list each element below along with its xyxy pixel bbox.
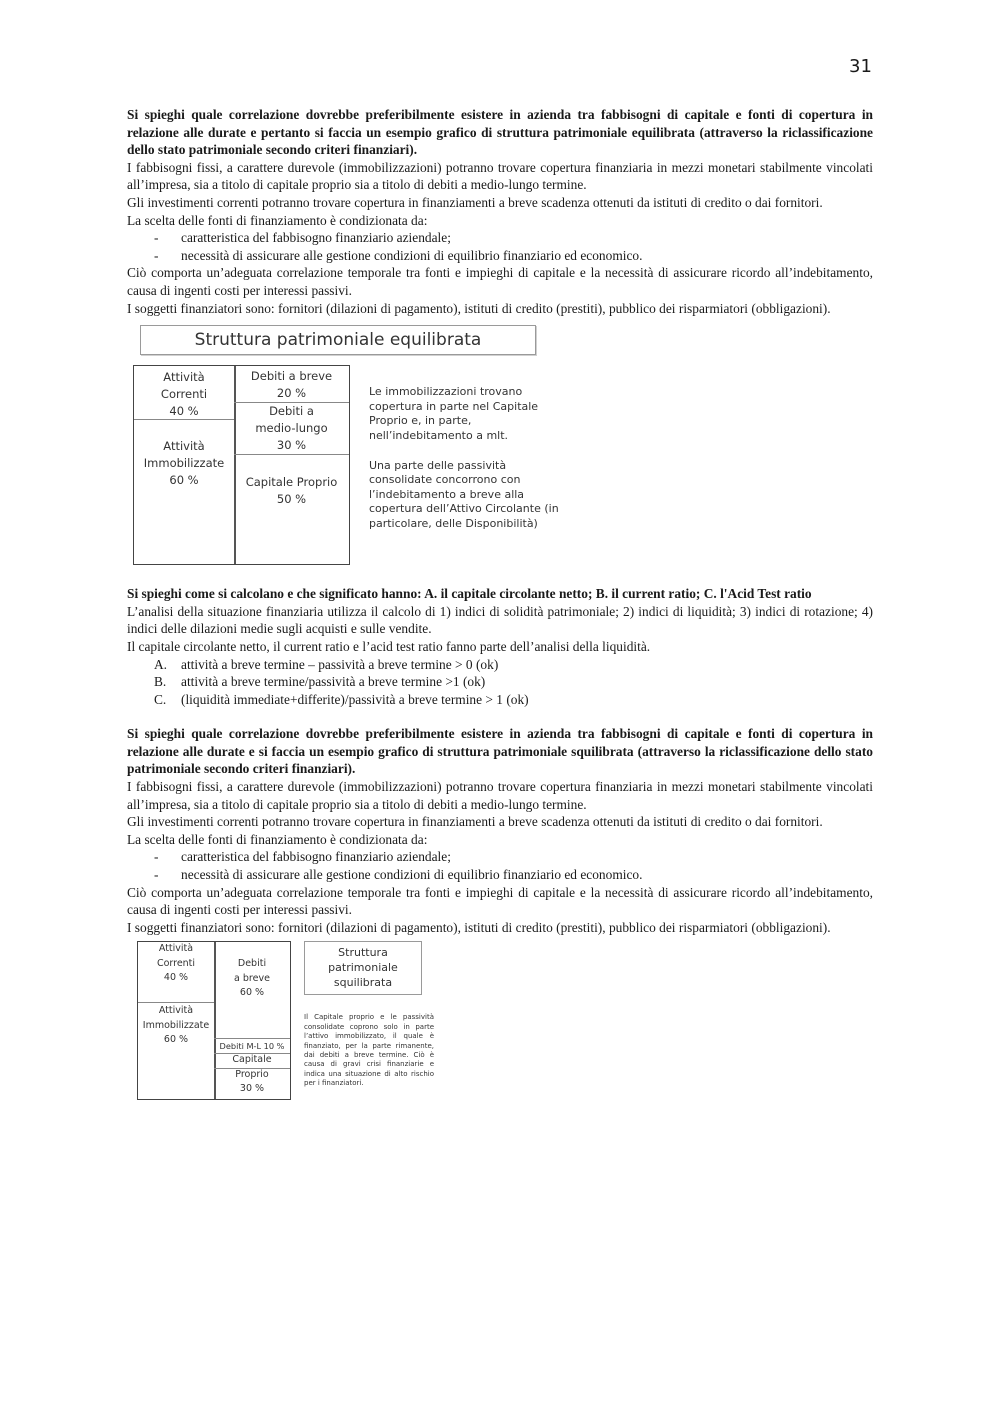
list-text: attività a breve termine/passività a breve termine >1 (ok) <box>181 674 486 690</box>
list-text: (liquidità immediate+differite)/passività a breve termine > 1 (ok) <box>181 691 529 707</box>
paragraph: Il capitale circolante netto, il current ratio e l’acid test ratio fanno parte dell’analisi della liquidità. <box>127 638 651 654</box>
medium-long-debt-cell: Debiti M-L 10 % <box>219 1041 285 1052</box>
fixed-assets-cell <box>134 438 234 489</box>
cell-label: Proprio <box>235 1068 269 1080</box>
list-marker: A. <box>154 656 168 672</box>
cell-label: Debiti a breve <box>250 369 333 384</box>
cell-label: Capitale <box>232 1054 272 1066</box>
paragraph: I soggetti finanziatori sono: fornitori (dilazioni di pagamento), istituti di credito (prestiti), pubblico dei risparmiatori (obbligazioni). <box>127 919 831 935</box>
cell-label: Capitale Proprio <box>245 475 338 490</box>
bullet-list <box>127 848 873 883</box>
list-item: - caratteristica del fabbisogno finanziario aziendale; <box>127 848 873 866</box>
note-text: Le immobilizzazioni trovano copertura in parte nel Capitale Proprio e, in parte, nell’indebitamento a mlt. <box>369 385 539 442</box>
title-line: squilibrata <box>333 976 393 990</box>
cell-percent: 20 % <box>276 386 307 401</box>
cell-label: Correnti <box>160 387 208 402</box>
balance-sheet-table <box>133 365 350 565</box>
medium-long-debt-cell <box>234 403 349 454</box>
diagram-notes <box>369 385 559 546</box>
diagram-title <box>304 941 422 995</box>
cell-label: Debiti a <box>269 404 314 419</box>
current-assets-cell <box>138 942 214 986</box>
cell-label: Immobilizzate <box>143 456 225 471</box>
cell-label: Attività <box>158 943 194 955</box>
paragraph: Ciò comporta un’adeguata correlazione temporale tra fonti e impieghi di capitale e la necessità di assicurare ricordo all’indebitamento, causa di ingenti costi per interessi passivi. <box>127 884 873 918</box>
list-text: attività a breve termine – passività a breve termine > 0 (ok) <box>181 656 499 672</box>
lettered-list <box>127 656 873 709</box>
current-assets-cell <box>134 369 234 420</box>
equity-cell <box>214 1053 290 1097</box>
paragraph: La scelta delle fonti di finanziamento è condizionata da: <box>127 831 428 847</box>
cell-percent: 50 % <box>276 492 307 507</box>
cell-label: Attività <box>158 1005 194 1017</box>
page-number: 31 <box>849 56 872 77</box>
cell-percent: 30 % <box>239 1083 265 1095</box>
paragraph: I soggetti finanziatori sono: fornitori (dilazioni di pagamento), istituti di credito (prestiti), pubblico dei risparmiatori (obbligazioni). <box>127 300 831 316</box>
note-text: Una parte delle passività consolidate concorrono con l’indebitamento a breve alla copertura dell’Attivo Circolante (in particolare, delle Disponibilità) <box>369 458 559 530</box>
paragraph: L’analisi della situazione finanziaria utilizza il calcolo di 1) indici di solidità patrimoniale; 2) indici di liquidità; 3) indici di rotazione; 4) indici delle dilazioni medie sugli acquisti e sulle vendite. <box>127 603 873 637</box>
list-item: - necessità di assicurare alle gestione condizioni di equilibrio finanziario ed economico. <box>127 247 873 265</box>
cell-percent: 60 % <box>163 1034 189 1046</box>
list-item <box>127 673 873 691</box>
paragraph: Gli investimenti correnti potranno trovare copertura in finanziamenti a breve scadenza ottenuti da istituti di credito o dai fornitori. <box>127 194 823 210</box>
cell-percent: 60 % <box>169 473 199 488</box>
cell-label: Debiti <box>237 958 267 970</box>
cell-label: Attività <box>163 370 205 385</box>
cell-label: medio-lungo <box>255 421 328 436</box>
paragraph: I fabbisogni fissi, a carattere durevole (immobilizzazioni) potranno trovare copertura finanziaria in mezzi monetari stabilmente vincolati all’impresa, sia a titolo di capitale proprio sia a titolo di debiti a medio-lungo termine. <box>127 159 873 193</box>
cell-percent: 40 % <box>163 972 189 984</box>
cell-label: a breve <box>234 972 270 984</box>
cell-percent: 40 % <box>169 404 199 419</box>
paragraph: Ciò comporta un’adeguata correlazione temporale tra fonti e impieghi di capitale e la necessità di assicurare ricordo all’indebitamento, causa di ingenti costi per interessi passivi. <box>127 265 873 298</box>
question-1: Si spieghi quale correlazione dovrebbe preferibilmente esistere in azienda tra fabbisogni di capitale e fonti di copertura in relazione alle durate e pertanto si faccia un esempio grafico di struttura patrimoniale equilibrata (attraverso la riclassificazione dello stato patrimoniale secondo criteri finanziari). <box>127 107 873 158</box>
cell-label: Attività <box>163 439 205 454</box>
fixed-assets-cell <box>138 1004 214 1048</box>
diagram-note <box>304 1013 434 1088</box>
question-3: Si spieghi quale correlazione dovrebbe preferibilmente esistere in azienda tra fabbisogni di capitale e fonti di copertura in relazione alle durate e si faccia un esempio grafico di struttura patrimoniale squilibrata (attraverso la riclassificazione dello stato patrimoniale secondo criteri finanziari). <box>127 726 873 777</box>
list-marker: C. <box>154 691 167 707</box>
diagram-title: Struttura patrimoniale equilibrata <box>140 325 536 355</box>
balance-sheet-table <box>137 941 291 1100</box>
cell-label: Correnti <box>156 957 196 969</box>
paragraph: I fabbisogni fissi, a carattere durevole (immobilizzazioni) potranno trovare copertura finanziaria in mezzi monetari stabilmente vincolati all’impresa, sia a titolo di capitale proprio sia a titolo di debiti a medio-lungo termine. <box>127 779 873 812</box>
paragraph: La scelta delle fonti di finanziamento è condizionata da: <box>127 212 428 228</box>
title-line: patrimoniale <box>328 961 398 975</box>
cell-label: Immobilizzate <box>142 1019 210 1031</box>
short-term-debt-cell <box>234 368 349 402</box>
unbalanced-structure-diagram <box>127 941 873 1105</box>
list-item: - caratteristica del fabbisogno finanziario aziendale; <box>127 229 873 247</box>
list-item <box>127 656 873 674</box>
bullet-list <box>127 229 873 264</box>
note-text: Il Capitale proprio e le passività consolidate coprono solo in parte l’attivo immobilizzato, il quale è finanziato, per la parte rimanente, dai debiti a breve termine. Ciò è causa di gravi crisi finanziarie e indica una situazione di alto rischio per i finanziatori. <box>304 1013 434 1088</box>
list-item: - necessità di assicurare alle gestione condizioni di equilibrio finanziario ed economico. <box>127 866 873 884</box>
list-item <box>127 691 873 709</box>
question-2: Si spieghi come si calcolano e che significato hanno: A. il capitale circolante netto; B. il current ratio; C. l'Acid Test ratio <box>127 586 812 602</box>
short-term-debt-cell <box>214 957 290 1001</box>
cell-percent: 60 % <box>239 987 265 999</box>
title-line: Struttura <box>338 946 388 960</box>
equity-cell <box>234 474 349 508</box>
page-content <box>127 106 873 1105</box>
cell-percent: 30 % <box>276 438 307 453</box>
paragraph: Gli investimenti correnti potranno trovare copertura in finanziamenti a breve scadenza ottenuti da istituti di credito o dai fornitori. <box>127 814 823 830</box>
balanced-structure-diagram <box>127 325 873 571</box>
list-marker: B. <box>154 674 167 690</box>
